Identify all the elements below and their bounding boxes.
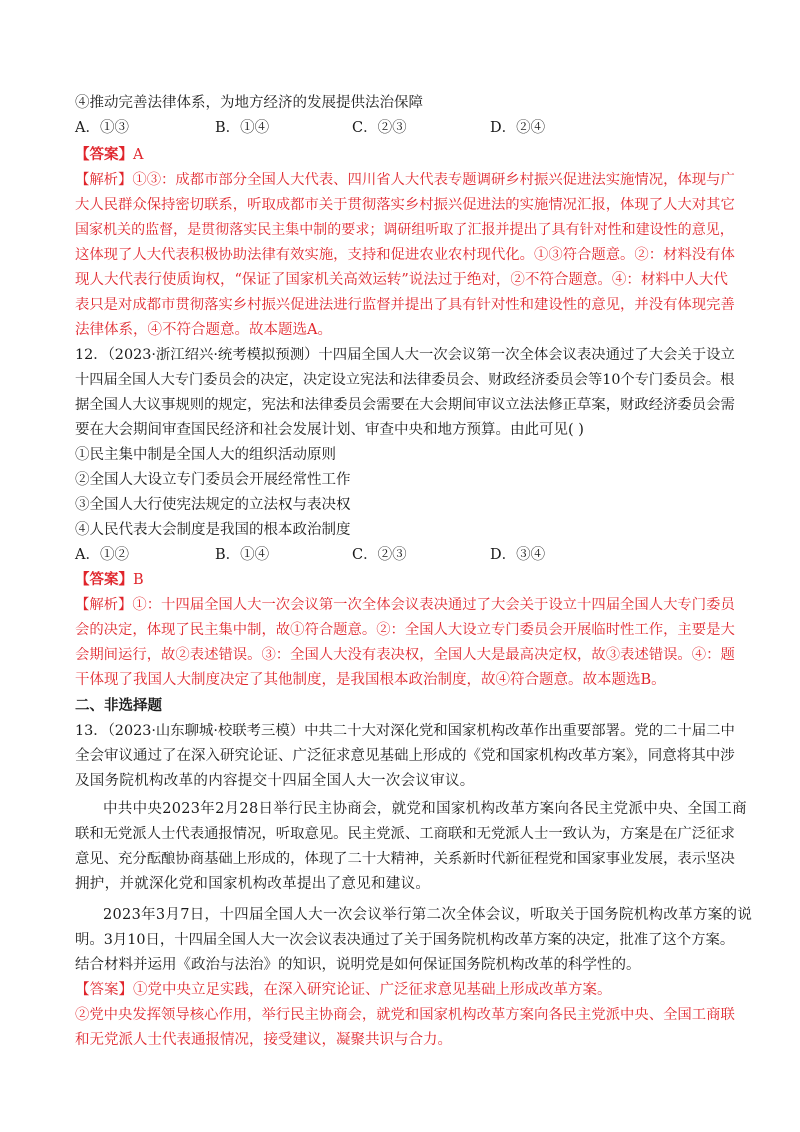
q13-stem-line: 13．（2023·山东聊城·校联考三模）中共二十大对深化党和国家机构改革作出重要部署。党的二十届二中	[75, 723, 735, 739]
q12-item-2: ②全国人大设立专门委员会开展经常性工作	[75, 472, 351, 488]
q11-analysis-line: 表只是对成都市贯彻落实乡村振兴促进法进行监督并提出了具有针对性和建设性的意见，并没有体现完善	[75, 297, 735, 313]
q12-stem-line: 十四届全国人大专门委员会的决定，决定设立宪法和法律委员会、财政经济委员会等10个专门委员会。根	[75, 372, 735, 388]
q12-analysis-line: 干体现了我国人大制度决定了其他制度，是我国根本政治制度，故④符合题意。故本题选B。	[75, 672, 666, 688]
q11-option-a: A．①③	[75, 120, 129, 136]
answer-value: B	[133, 572, 144, 588]
q12-item-4: ④人民代表大会制度是我国的根本政治制度	[75, 522, 351, 538]
q11-analysis-line: 法律体系，④不符合题意。故本题选A。	[75, 322, 332, 338]
q13-question: 结合材料并运用《政治与法治》的知识，说明党是如何保证国务院机构改革的科学性的。	[75, 957, 641, 973]
q13-material-line: 拥护，并就深化党和国家机构改革提出了意见和建议。	[75, 876, 431, 892]
q13-answer-line: 【答案】①党中央立足实践，在深入研究论证、广泛征求意见基础上形成改革方案。	[75, 982, 612, 998]
q12-stem-line: 12．（2023·浙江绍兴·统考模拟预测）十四届全国人大一次会议第一次全体会议表决通过了大会关于设立	[75, 347, 735, 363]
q12-option-d: D．③④	[490, 547, 546, 563]
q11-analysis-line: 现人大代表行使质询权，“保证了国家机关高效运转”说法过于绝对，②不符合题意。④：材料中人大代	[75, 272, 728, 288]
q11-answer	[75, 145, 735, 165]
q11-option-d: D．②④	[490, 120, 546, 136]
section-title: 二、非选择题	[75, 698, 162, 714]
q12-analysis-line: 会的决定，体现了民主集中制，故①符合题意。②：全国人大设立专门委员会开展临时性工作，主要是大	[75, 622, 735, 638]
q12-item-3: ③全国人大行使宪法规定的立法权与表决权	[75, 497, 351, 513]
q12-answer	[75, 570, 735, 590]
q13-material-line: 意见、充分酝酿协商基础上形成的，体现了二十大精神，关系新时代新征程党和国家事业发展，表示坚决	[75, 851, 735, 867]
q12-stem-line: 据全国人大议事规则的规定，宪法和法律委员会需要在大会期间审议立法法修正草案，财政经济委员会需	[75, 397, 735, 413]
q12-analysis-line: 会期间运行，故②表述错误。③：全国人大没有表决权，全国人大是最高决定权，故③表述错误。④：题	[75, 647, 735, 663]
q12-option-b: B．①④	[215, 547, 270, 563]
q12-item-1: ①民主集中制是全国人大的组织活动原则	[75, 447, 336, 463]
q13-answer-line: ②党中央发挥领导核心作用，举行民主协商会，就党和国家机构改革方案向各民主党派中央、全国工商联	[75, 1007, 735, 1023]
q13-stem-line: 及国务院机构改革的内容提交十四届全国人大一次会议审议。	[75, 773, 475, 789]
q12-option-a: A．①②	[75, 547, 129, 563]
answer-value: A	[133, 147, 144, 163]
q11-option-c: C．②③	[352, 120, 407, 136]
answer-label: 【答案】	[75, 571, 133, 588]
q12-stem-line: 要在大会期间审查国民经济和社会发展计划、审查中央和地方预算。由此可见( )	[75, 422, 584, 438]
q11-analysis-line: 国家机关的监督，是贯彻落实民主集中制的要求；调研组听取了汇报并提出了具有针对性和建设性的意见，	[75, 222, 734, 238]
answer-label: 【答案】	[75, 146, 133, 163]
q13-stem-line: 全会审议通过了在深入研究论证、广泛征求意见基础上形成的《党和国家机构改革方案》，同意将其中涉	[75, 748, 735, 764]
q11-option-b: B．①④	[215, 120, 270, 136]
q13-material-line: 明。3月10日，十四届全国人大一次会议表决通过了关于国务院机构改革方案的决定，批准了这个方案。	[75, 932, 735, 948]
q11-item-4: ④推动完善法律体系，为地方经济的发展提供法治保障	[75, 95, 423, 111]
q13-answer-line: 和无党派人士代表通报情况，接受建议，凝聚共识与合力。	[75, 1032, 452, 1048]
q13-material-line: 中共中央2023年2月28日举行民主协商会，就党和国家机构改革方案向各民主党派中央、全国工商	[103, 801, 747, 817]
q13-material-line: 联和无党派人士代表通报情况，听取意见。民主党派、工商联和无党派人士一致认为，方案是在广泛征求	[75, 826, 735, 842]
q11-analysis-line: 这体现了人大代表积极协助法律有效实施，支持和促进农业农村现代化。①③符合题意。②：材料没有体	[75, 247, 735, 263]
q13-material-line: 2023年3月7日，十四届全国人大一次会议举行第二次全体会议，听取关于国务院机构改革方案的说	[103, 907, 753, 923]
q12-option-c: C．②③	[352, 547, 407, 563]
q11-analysis-line: 大人民群众保持密切联系，听取成都市关于贯彻落实乡村振兴促进法的实施情况汇报，体现了人大对其它	[75, 197, 735, 213]
q12-analysis-line: 【解析】①：十四届全国人大一次会议第一次全体会议表决通过了大会关于设立十四届全国人大专门委员	[75, 597, 735, 613]
q11-analysis-line: 【解析】①③：成都市部分全国人大代表、四川省人大代表专题调研乡村振兴促进法实施情况，体现与广	[75, 172, 735, 188]
